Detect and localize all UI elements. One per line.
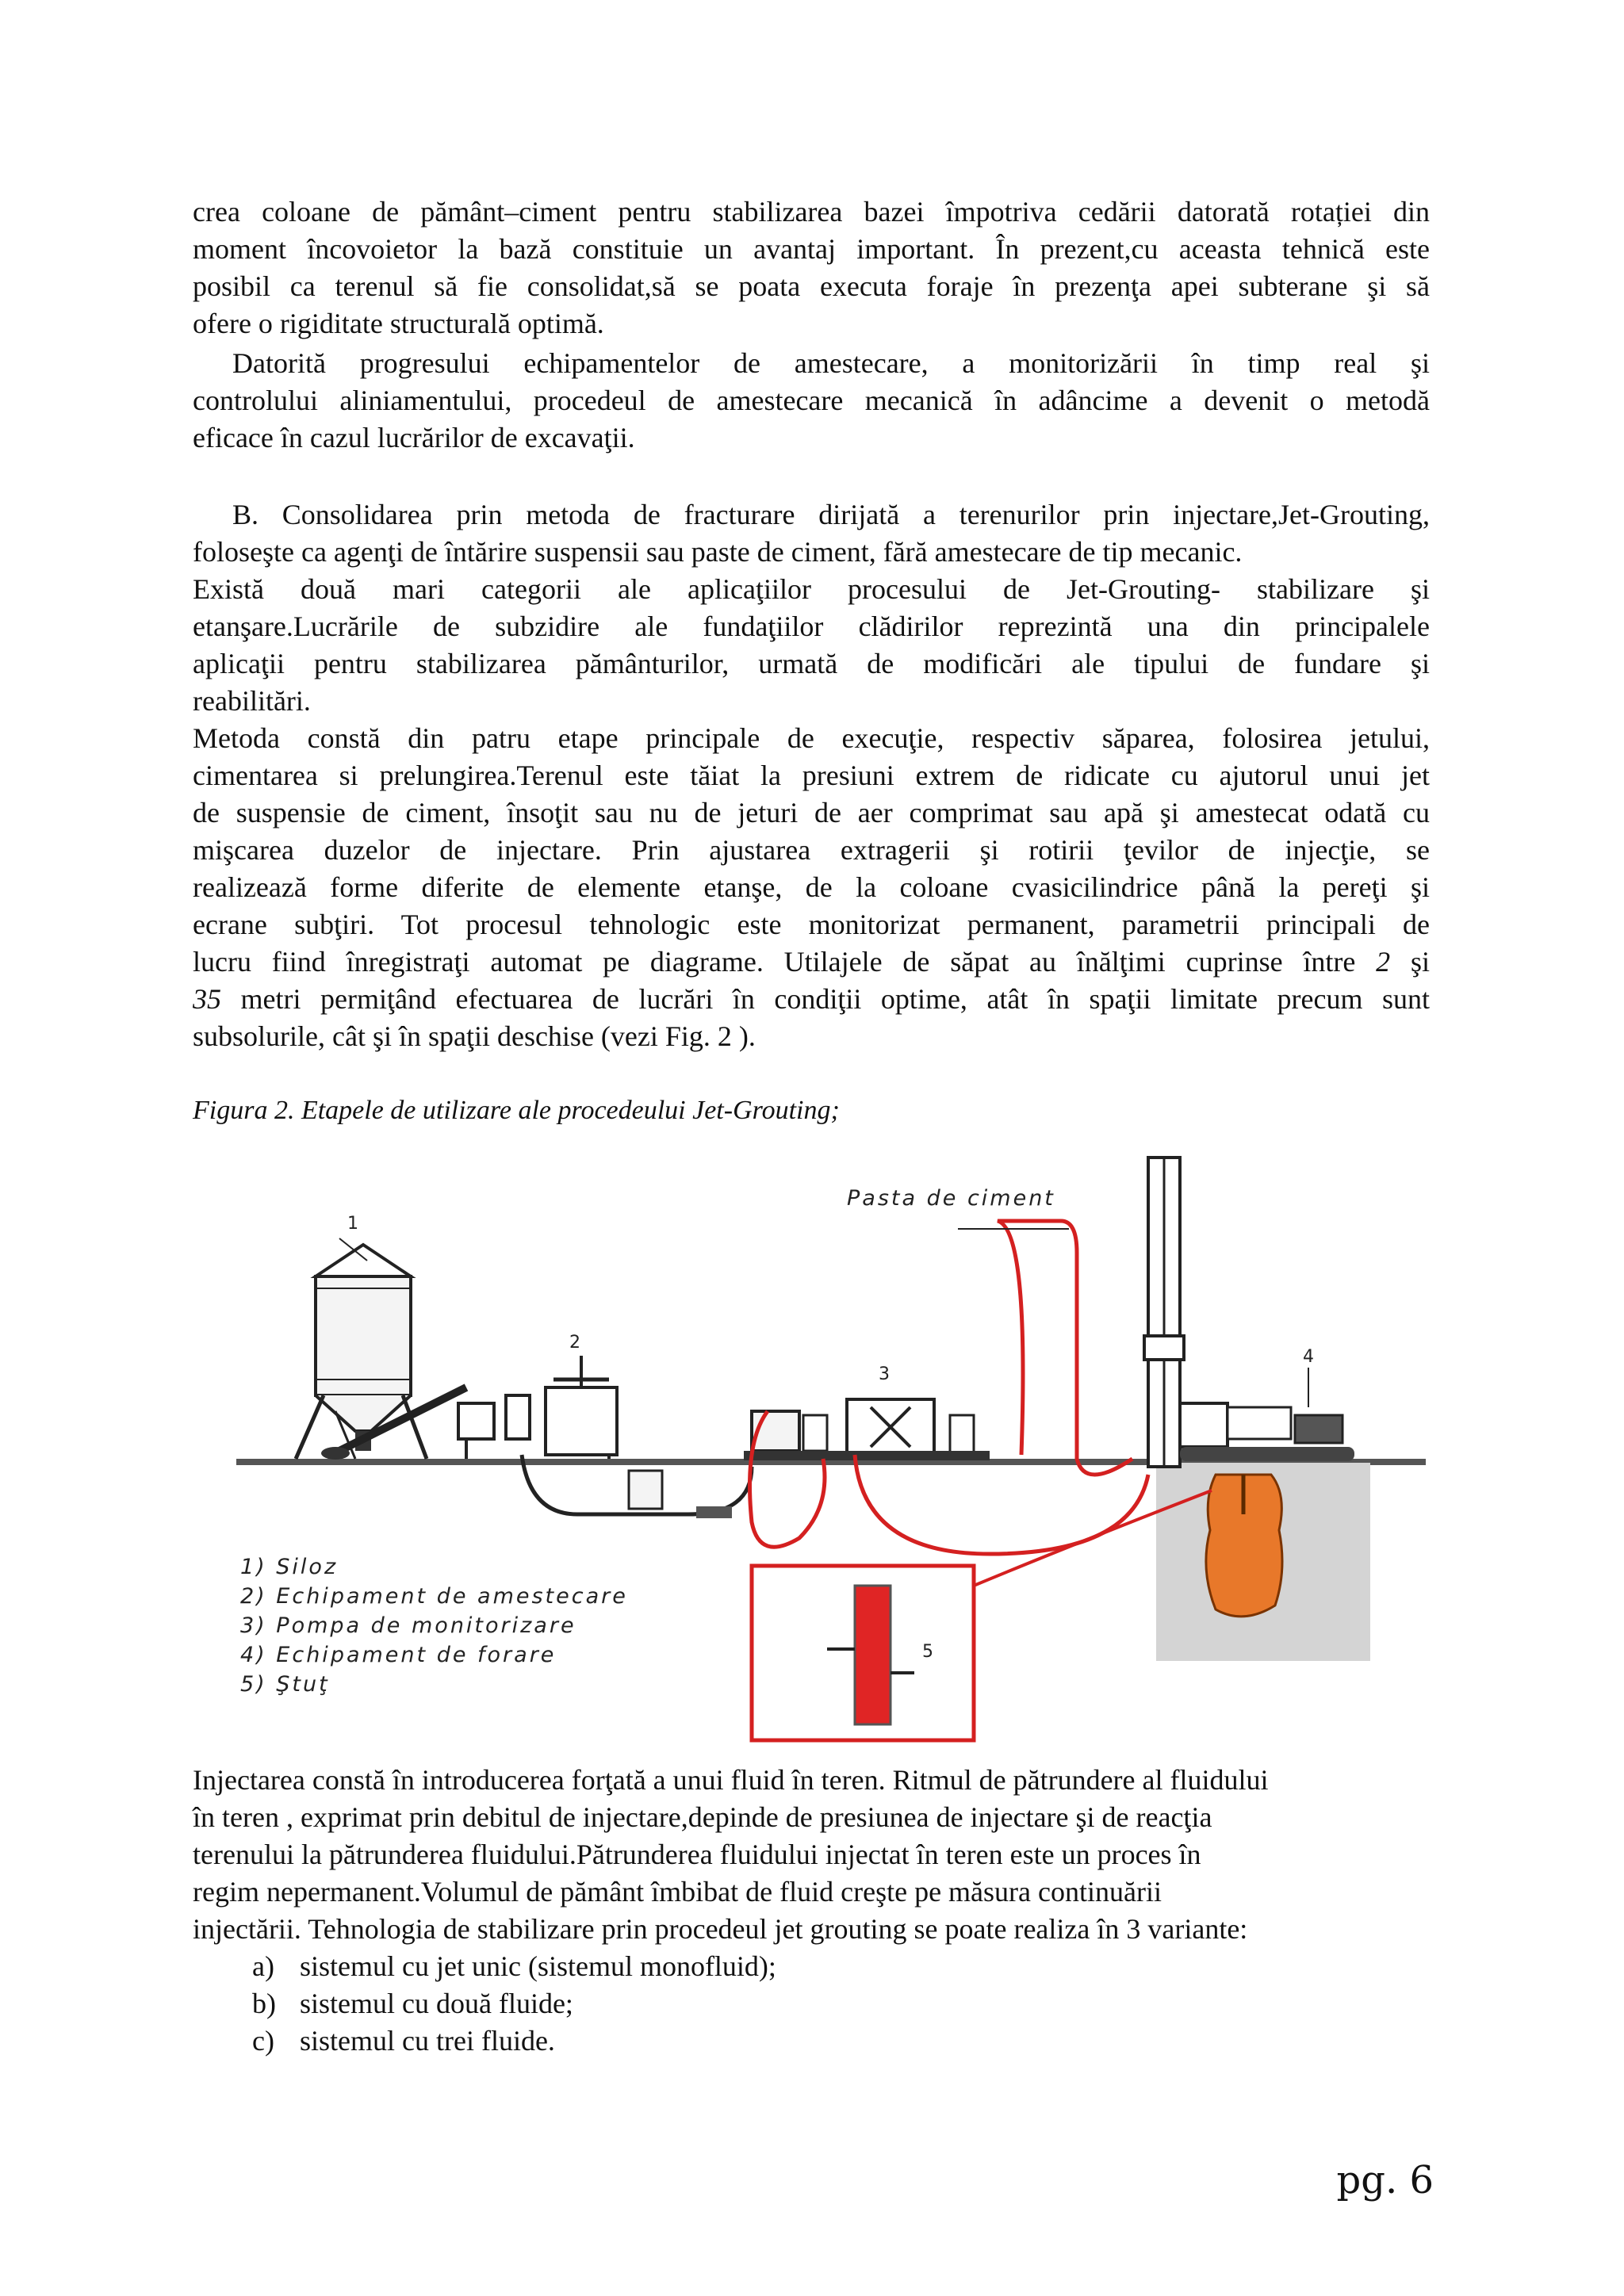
list-item: [252, 2022, 776, 2060]
pump-icon: [744, 1399, 990, 1460]
label-1: 1: [347, 1214, 358, 1234]
list-item-label: b): [252, 1988, 276, 2019]
text-line: realizează forme diferite de elemente etanşe, de la coloane cvasicilindrice până la pereţi şi: [193, 871, 1430, 903]
mixer-icon: [458, 1356, 617, 1459]
text-line: moment încovoietor la bază constituie un avantaj important. În prezent,cu aceasta tehnică este: [193, 233, 1430, 265]
list-item-label: a): [252, 1950, 274, 1982]
text-line: Metoda constă din patru etape principale de execuţie, respectiv săparea, folosirea jetului,: [193, 722, 1430, 754]
text-line: foloseşte ca agenţi de întărire suspensii sau paste de ciment, fără amestecare de tip mecanic.: [193, 536, 1243, 568]
silo-icon: [296, 1245, 466, 1460]
text-line: crea coloane de pământ–ciment pentru stabilizarea bazei împotriva cedării datorată rotației din: [193, 196, 1430, 228]
text-line: 35 metri permiţând efectuarea de lucrări în condiţii optime, atât în spaţii limitate precum sunt: [193, 983, 1430, 1015]
text-line: subsolurile, cât şi în spaţii deschise (vezi Fig. 2 ).: [193, 1020, 756, 1052]
text-line: lucru fiind înregistraţi automat pe diagrame. Utilajele de săpat au înălţimi cuprinse între 2 şi: [193, 946, 1430, 978]
pasta-label: Pasta de ciment: [847, 1186, 1055, 1211]
text-line: injectării. Tehnologia de stabilizare prin procedeul jet grouting se poate realiza în 3 variante:: [193, 1913, 1248, 1945]
list-item-text: sistemul cu trei fluide.: [300, 2025, 555, 2057]
text-line: B. Consolidarea prin metoda de fracturare dirijată a terenurilor prin injectare,Jet-Grouting,: [232, 499, 1430, 530]
text-line: ofere o rigiditate structurală optimă.: [193, 308, 604, 339]
text-line: de suspensie de ciment, însoţit sau nu de jeturi de aer comprimat sau apă şi amestecat odată cu: [193, 797, 1430, 828]
list-item: [252, 1948, 776, 1985]
legend-item: 2) Echipament de amestecare: [240, 1584, 628, 1609]
legend-item: 1) Siloz: [240, 1555, 339, 1579]
paragraph-4: [193, 720, 1430, 1055]
label-4: 4: [1303, 1347, 1314, 1367]
control-panel-icon: [629, 1471, 662, 1509]
label-5: 5: [922, 1642, 933, 1662]
text-line: terenului la pătrunderea fluidului.Pătrunderea fluidului injectat în teren este un proces în: [193, 1839, 1201, 1870]
text-line: mişcarea duzelor de injectare. Prin ajustarea extragerii şi rotirii ţevilor de injecţie, se: [193, 834, 1430, 866]
text-line: reabilitări.: [193, 685, 311, 717]
text-line: controlului aliniamentului, procedeul de amestecare mecanică în adâncime a devenit o metodă: [193, 385, 1430, 416]
text-line: Datorită progresului echipamentelor de amestecare, a monitorizării în timp real şi: [232, 347, 1430, 379]
text-line: cimentarea si prelungirea.Terenul este tăiat la presiuni extrem de ridicate cu ajutorul unui jet: [193, 760, 1430, 791]
jet-grouting-figure: [197, 1142, 1473, 1744]
paragraph-2: [193, 345, 1430, 457]
figure-caption: Figura 2. Etapele de utilizare ale procedeului Jet-Grouting;: [193, 1096, 840, 1125]
legend-item: 5) Ştuţ: [240, 1672, 330, 1697]
label-3: 3: [879, 1364, 890, 1384]
text-line: Există două mari categorii ale aplicaţiilor procesului de Jet-Grouting- stabilizare şi: [193, 573, 1430, 605]
drill-rig-icon: [1144, 1158, 1354, 1467]
legend-item: 4) Echipament de forare: [240, 1643, 557, 1667]
list-item-label: c): [252, 2025, 274, 2057]
text-line: posibil ca terenul să fie consolidat,să se poata executa foraje în prezenţa apei subterane şi să: [193, 270, 1430, 302]
paragraph-5: [193, 1762, 1446, 1948]
text-line: etanşare.Lucrările de subzidire ale fundaţiilor clădirilor reprezintă una din principalele: [193, 610, 1430, 642]
text-line: regim nepermanent.Volumul de pământ îmbibat de fluid creşte pe măsura continuării: [193, 1876, 1162, 1908]
text-line: Injectarea constă în introducerea forţată a unui fluid în teren. Ritmul de pătrundere al fluidului: [193, 1764, 1269, 1796]
list-item-text: sistemul cu două fluide;: [300, 1988, 573, 2019]
text-line: în teren , exprimat prin debitul de injectare,depinde de presiunea de injectare şi de reacţia: [193, 1801, 1212, 1833]
legend-item: 3) Pompa de monitorizare: [240, 1613, 576, 1638]
page-number: pg. 6: [1336, 2158, 1434, 2202]
list-item-text: sistemul cu jet unic (sistemul monofluid);: [300, 1950, 776, 1982]
text-line: aplicaţii pentru stabilizarea pământurilor, urmată de modificări ale tipului de fundare şi: [193, 648, 1430, 679]
text-line: ecrane subţiri. Tot procesul tehnologic este monitorizat permanent, parametrii principali de: [193, 909, 1430, 940]
list-item: [252, 1985, 776, 2022]
nozzle-icon: [855, 1586, 891, 1724]
paragraph-3: [193, 496, 1430, 720]
text-line: eficace în cazul lucrărilor de excavaţii.: [193, 422, 635, 453]
variants-list: [252, 1948, 776, 2060]
label-2: 2: [569, 1333, 580, 1353]
paragraph-1: [193, 193, 1430, 342]
